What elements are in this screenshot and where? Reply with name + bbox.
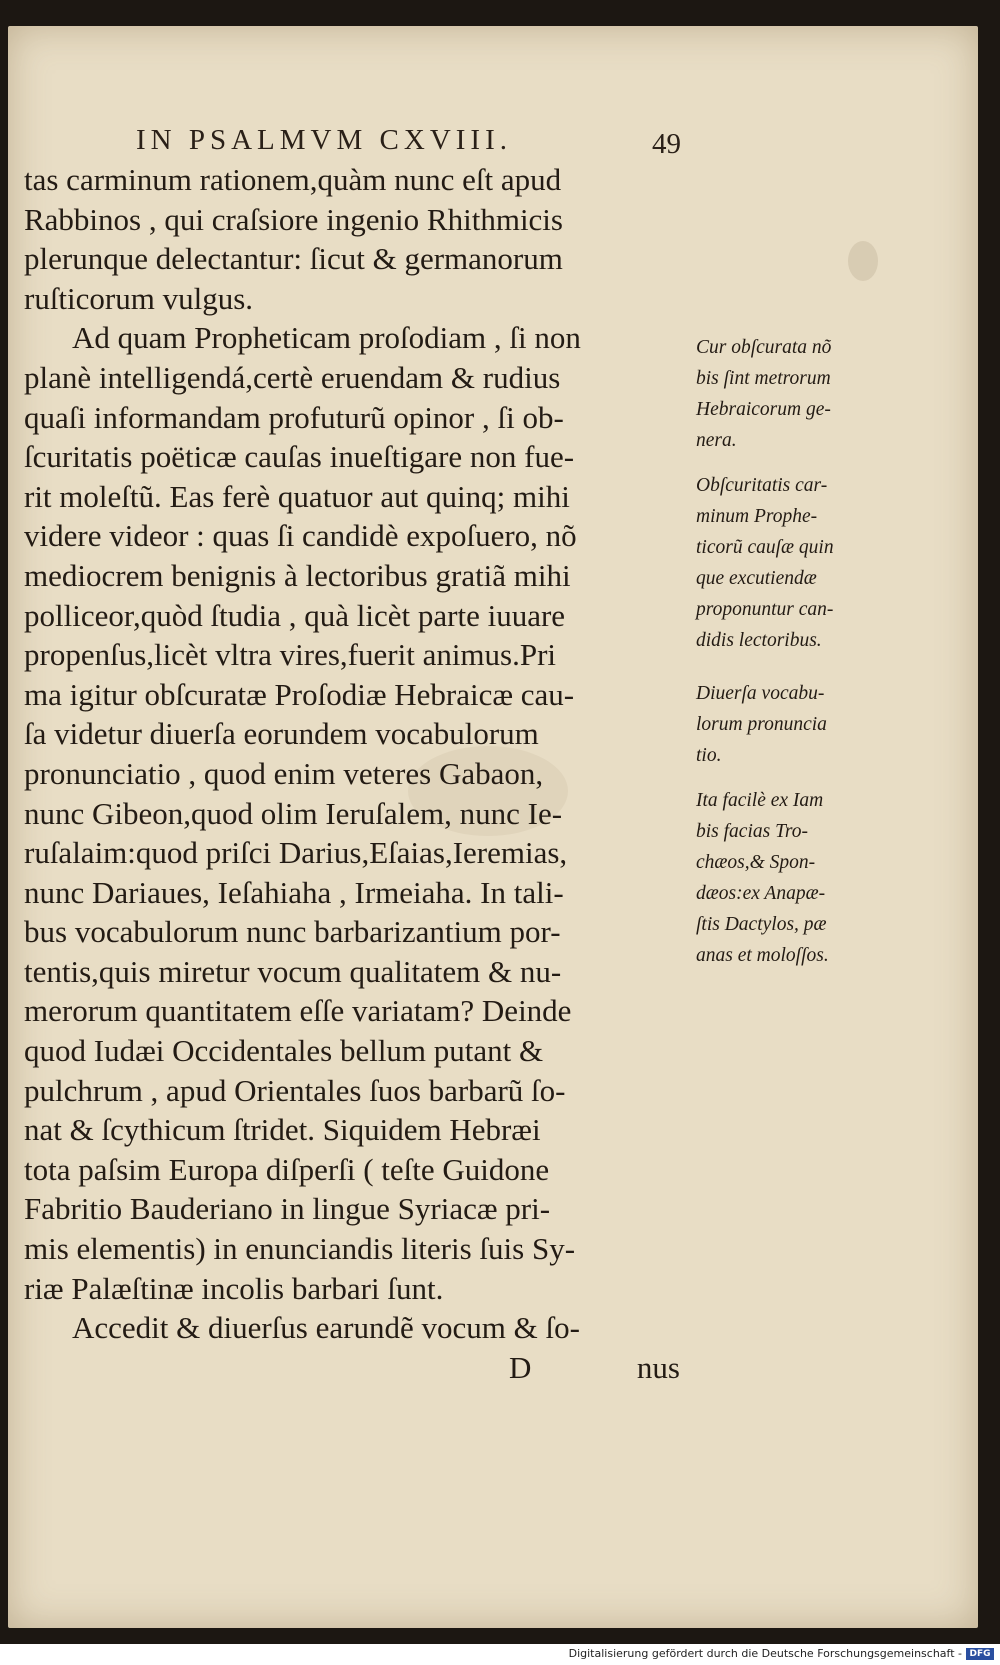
text-line: bus vocabulorum nunc barbarizantium por- (24, 914, 561, 950)
text-line: rit moleſtũ. Eas ferè quatuor aut quinq; mihi (24, 478, 570, 514)
text-line: ma igitur obſcuratæ Proſodiæ Hebraicæ cau- (24, 676, 575, 712)
margin-note-line: Obſcuritatis car- (696, 475, 828, 496)
text-line: nunc Gibeon,quod olim Ieruſalem, nunc Ie- (24, 795, 563, 831)
text-line: pronunciatio , quod enim veteres Gabaon, (24, 755, 544, 791)
text-line: Fabritio Bauderiano in lingue Syriacæ pri- (24, 1191, 551, 1227)
signature-mark: D (509, 1349, 532, 1385)
margin-note-line: anas et moloſſos. (696, 945, 829, 966)
margin-note-line: Hebraicorum ge- (696, 399, 831, 420)
text-line: mediocrem benignis à lectoribus gratiã mihi (24, 557, 571, 593)
text-line: mis elementis) in enunciandis literis ſuis Sy- (24, 1231, 576, 1267)
catchword-line (24, 1348, 700, 1388)
text-line: ruſalaim:quod priſci Darius,Eſaias,Ieremias, (24, 835, 568, 871)
text-line: Rabbinos , qui craſsiore ingenio Rhithmicis (24, 201, 563, 237)
margin-note-line: que excutiendæ (696, 568, 817, 589)
text-line: nat & ſcythicum ſtridet. Siquidem Hebræi (24, 1112, 541, 1148)
text-line: polliceor,quòd ſtudia , quà licèt parte iuuare (24, 597, 566, 633)
text-line: tas carminum rationem,quàm nunc eſt apud (24, 162, 562, 197)
text-line: ſcuritatis poëticæ cauſas inueſtigare non fue- (24, 439, 575, 475)
margin-note-line: ſtis Dactylos, pæ (696, 914, 827, 935)
margin-note-line: Ita facilè ex Iam (696, 790, 824, 811)
text-line: plerunque delectantur: ſicut & germanorum (24, 241, 563, 277)
text-line: ruſticorum vulgus. (24, 280, 254, 316)
text-line: riæ Palæſtinæ incolis barbari ſunt. (24, 1270, 444, 1306)
margin-note-line: minum Prophe- (696, 506, 818, 527)
text-line: videre videor : quas ſi candidè expoſuero, nõ (24, 518, 577, 554)
running-head: IN PSALMVM CXVIII. (136, 124, 512, 156)
margin-note-line: didis lectoribus. (696, 630, 822, 651)
margin-note-line: bis ſint metrorum (696, 368, 831, 389)
text-line: quaſi informandam profuturũ opinor , ſi ob- (24, 399, 564, 435)
catchword: nus (636, 1349, 680, 1385)
digitization-credit: Digitalisierung gefördert durch die Deutsche Forschungsgemeinschaft - (568, 1647, 962, 1660)
margin-note-line: lorum pronuncia (696, 714, 827, 735)
margin-note-line: Cur obſcurata nõ (696, 337, 832, 358)
margin-note (696, 678, 896, 771)
text-line: planè intelligendá,certè eruendam & rudius (24, 359, 561, 395)
margin-notes (696, 332, 896, 985)
text-line: nunc Dariaues, Ieſahiaha , Irmeiaha. In tali- (24, 874, 564, 910)
margin-note (696, 785, 896, 971)
margin-note-line: bis facias Tro- (696, 821, 808, 842)
paper-stain (848, 241, 878, 281)
margin-note-line: ticorũ cauſæ quin (696, 537, 834, 558)
margin-note-line: proponuntur can- (696, 599, 834, 620)
margin-note-line: Diuerſa vocabu- (696, 683, 825, 704)
text-line: tota paſsim Europa diſperſi ( teſte Guidone (24, 1151, 550, 1187)
margin-note-line: nera. (696, 430, 737, 451)
page-number: 49 (652, 128, 681, 160)
text-line: Ad quam Propheticam proſodiam , ſi non (72, 320, 581, 356)
text-line: Accedit & diuerſus earundẽ vocum & ſo- (72, 1310, 580, 1346)
margin-note-line: chæos,& Spon- (696, 852, 816, 873)
body-text (24, 160, 700, 1387)
margin-note (696, 470, 896, 656)
text-line: pulchrum , apud Orientales ſuos barbarũ ſo- (24, 1072, 566, 1108)
text-line: propenſus,licèt vltra vires,fuerit animus.Pri (24, 637, 557, 673)
text-line: merorum quantitatem eſſe variatam? Deinde (24, 993, 572, 1029)
text-line: quod Iudæi Occidentales bellum putant & (24, 1033, 544, 1069)
text-line: ſa videtur diuerſa eorundem vocabulorum (24, 716, 539, 752)
dfg-logo: DFG (966, 1648, 994, 1660)
margin-note-line: tio. (696, 745, 722, 766)
text-line: tentis,quis miretur vocum qualitatem & nu- (24, 953, 562, 989)
margin-note (696, 332, 896, 456)
margin-note-line: dæos:ex Anapæ- (696, 883, 826, 904)
